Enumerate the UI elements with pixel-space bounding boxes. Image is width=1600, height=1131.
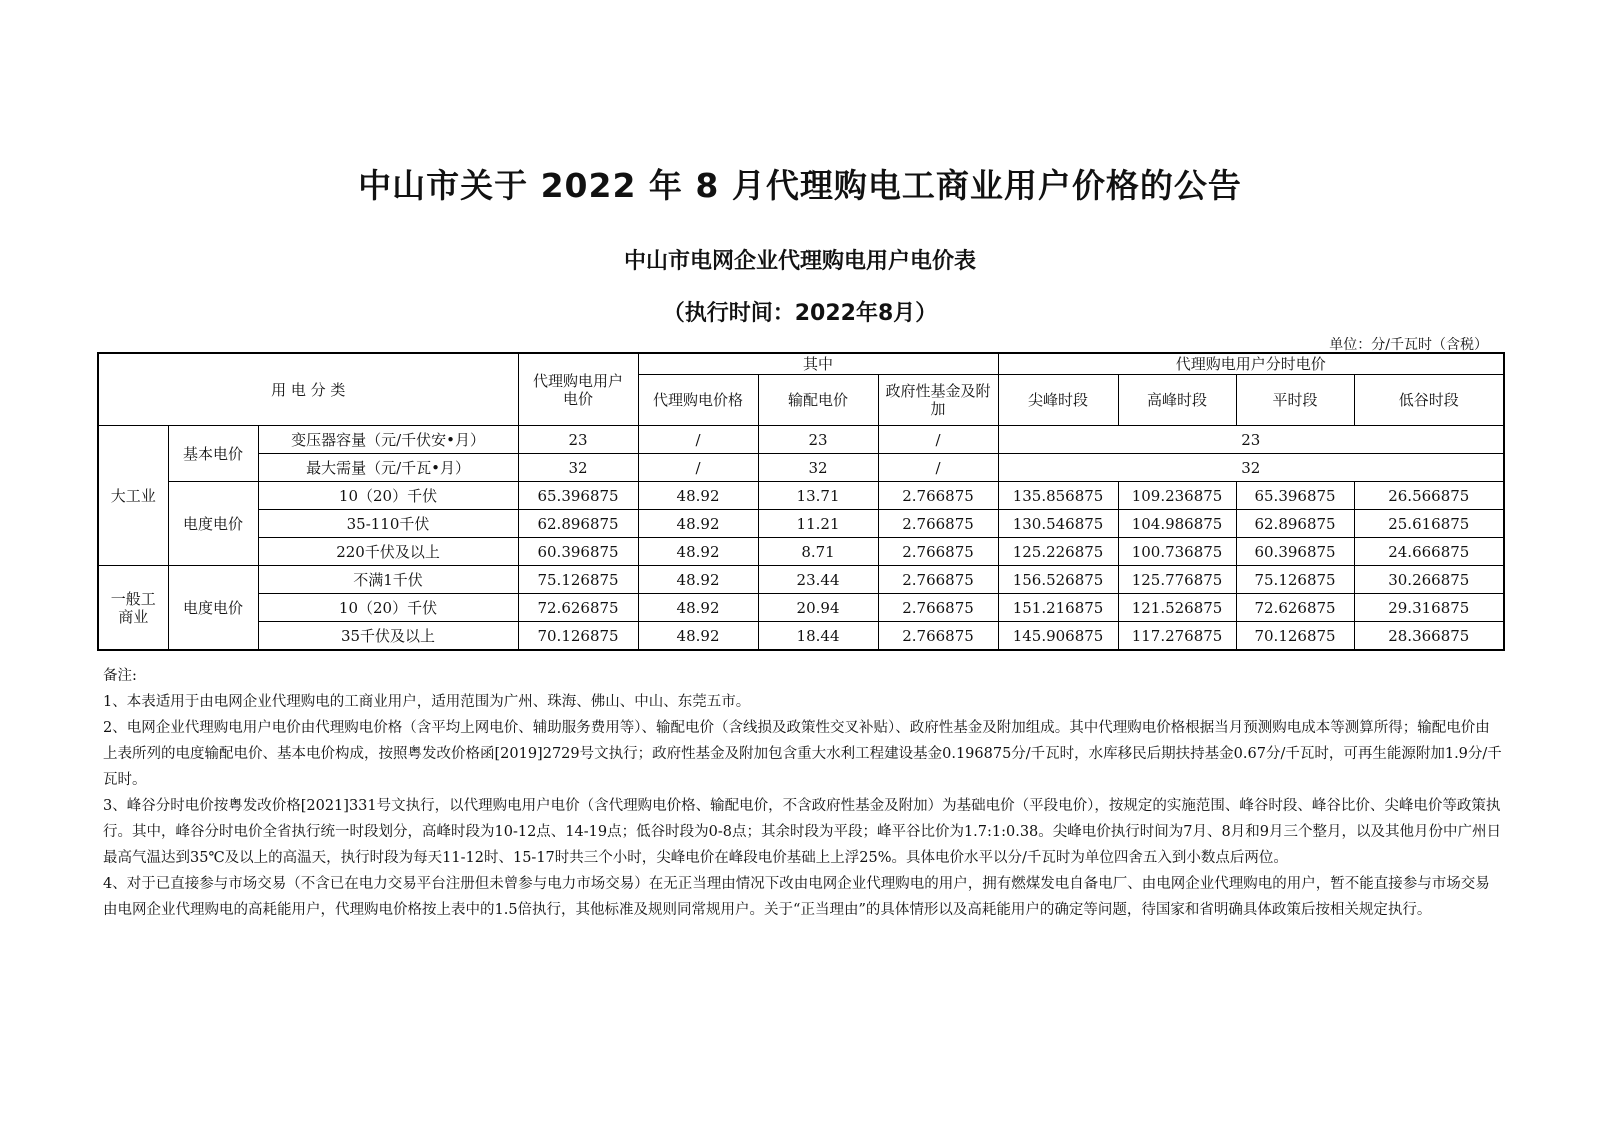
group-large-industry xyxy=(98,426,168,566)
cell-fund: / xyxy=(878,426,998,454)
cell-peak: 104.986875 xyxy=(1118,510,1236,538)
cell-total: 60.396875 xyxy=(518,538,638,566)
row-item: 35千伏及以上 xyxy=(258,622,518,651)
cell-sharp: 151.216875 xyxy=(998,594,1118,622)
cell-sharp: 125.226875 xyxy=(998,538,1118,566)
header-proxy-price: 代理购电价格 xyxy=(638,375,758,426)
header-valley: 低谷时段 xyxy=(1354,375,1504,426)
cell-transmission: 20.94 xyxy=(758,594,878,622)
cell-proxy: 48.92 xyxy=(638,482,758,510)
cell-peak: 100.736875 xyxy=(1118,538,1236,566)
cell-proxy: 48.92 xyxy=(638,594,758,622)
note-item-3: 3、峰谷分时电价按粤发改价格[2021]331号文执行，以代理购电用户电价（含代理购电价格、输配电价，不含政府性基金及附加）为基础电价（平段电价），按规定的实施范围、峰谷时段、峰谷比价、尖峰电价等政策执行。其中，峰谷分时电价全省执行统一时段划分，高峰时段为10-12点、14-19点；低谷时段为0-8点；其余时段为平段；峰平谷比价为1.7:1:0.38。尖峰电价执行时间为7月、8月和9月三个整月，以及其他月份中广州日最高气温达到35℃及以上的高温天，执行时段为每天11-12时、15-17时共三个小时，尖峰电价在峰段电价基础上上浮25%。具体电价水平以分/千瓦时为单位四舍五入到小数点后两位。 xyxy=(103,798,1501,866)
cell-peak: 109.236875 xyxy=(1118,482,1236,510)
cell-total: 75.126875 xyxy=(518,566,638,594)
cell-transmission: 8.71 xyxy=(758,538,878,566)
cell-flat: 70.126875 xyxy=(1236,622,1354,651)
cell-total: 32 xyxy=(518,454,638,482)
header-gov-fund: 政府性基金及附加 xyxy=(878,375,998,426)
header-tou-group: 代理购电用户分时电价 xyxy=(998,353,1504,375)
cell-fund: 2.766875 xyxy=(878,622,998,651)
cell-valley: 28.366875 xyxy=(1354,622,1504,651)
group-general xyxy=(98,566,168,651)
cell-valley: 25.616875 xyxy=(1354,510,1504,538)
cell-flat: 75.126875 xyxy=(1236,566,1354,594)
cell-transmission: 32 xyxy=(758,454,878,482)
cell-valley: 26.566875 xyxy=(1354,482,1504,510)
note-item-2: 2、电网企业代理购电用户电价由代理购电价格（含平均上网电价、辅助服务费用等）、输配电价（含线损及政策性交叉补贴）、政府性基金及附加组成。其中代理购电价格根据当月预测购电成本等测算所得；输配电价由上表所列的电度输配电价、基本电价构成，按照粤发改价格函[2019]2729号文执行；政府性基金及附加包含重大水利工程建设基金0.196875分/千瓦时，水库移民后期扶持基金0.67分/千瓦时，可再生能源附加1.9分/千瓦时。 xyxy=(103,720,1502,788)
table-row xyxy=(98,454,1504,482)
cell-transmission: 23.44 xyxy=(758,566,878,594)
cell-fund: 2.766875 xyxy=(878,566,998,594)
subgroup-energy-price-general-label: 电度电价 xyxy=(182,598,243,617)
cell-total: 62.896875 xyxy=(518,510,638,538)
table-row xyxy=(98,482,1504,510)
cell-flat: 60.396875 xyxy=(1236,538,1354,566)
cell-fund: 2.766875 xyxy=(878,482,998,510)
cell-flat: 62.896875 xyxy=(1236,510,1354,538)
cell-valley: 30.266875 xyxy=(1354,566,1504,594)
table-row xyxy=(98,538,1504,566)
table-row xyxy=(98,566,1504,594)
cell-proxy: 48.92 xyxy=(638,566,758,594)
cell-total: 72.626875 xyxy=(518,594,638,622)
unit-label: 单位：分/千瓦时（含税） xyxy=(1329,337,1488,353)
row-item: 最大需量（元/千瓦•月） xyxy=(258,454,518,482)
row-item: 不满1千伏 xyxy=(258,566,518,594)
cell-proxy: / xyxy=(638,426,758,454)
subgroup-basic-price-label: 基本电价 xyxy=(182,444,243,463)
cell-sharp: 135.856875 xyxy=(998,482,1118,510)
notes-section xyxy=(103,663,1503,923)
cell-fund: 2.766875 xyxy=(878,510,998,538)
subgroup-energy-price xyxy=(168,482,258,566)
cell-flat: 65.396875 xyxy=(1236,482,1354,510)
table-header-row xyxy=(98,353,1504,375)
header-flat: 平时段 xyxy=(1236,375,1354,426)
cell-valley: 29.316875 xyxy=(1354,594,1504,622)
cell-peak: 125.776875 xyxy=(1118,566,1236,594)
cell-proxy: / xyxy=(638,454,758,482)
cell-valley: 24.666875 xyxy=(1354,538,1504,566)
table-subtitle: 中山市电网企业代理购电用户电价表 xyxy=(623,249,976,274)
cell-peak: 121.526875 xyxy=(1118,594,1236,622)
header-peak: 高峰时段 xyxy=(1118,375,1236,426)
note-item-4: 4、对于已直接参与市场交易（不含已在电力交易平台注册但未曾参与电力市场交易）在无正当理由情况下改由电网企业代理购电的用户，拥有燃煤发电自备电厂、由电网企业代理购电的用户，暂不能直接参与市场交易由电网企业代理购电的高耗能用户，代理购电价格按上表中的1.5倍执行，其他标准及规则同常规用户。关于“正当理由”的具体情形以及高耗能用户的确定等问题，待国家和省明确具体政策后按相关规定执行。 xyxy=(103,876,1490,918)
row-item: 10（20）千伏 xyxy=(258,482,518,510)
header-category: 用 电 分 类 xyxy=(98,353,518,426)
cell-transmission: 11.21 xyxy=(758,510,878,538)
header-transmission: 输配电价 xyxy=(758,375,878,426)
table-row xyxy=(98,510,1504,538)
cell-fund: 2.766875 xyxy=(878,594,998,622)
cell-tou: 32 xyxy=(998,454,1504,482)
notes-label: 备注: xyxy=(103,668,137,684)
header-sharp-peak: 尖峰时段 xyxy=(998,375,1118,426)
cell-fund: 2.766875 xyxy=(878,538,998,566)
row-item: 220千伏及以上 xyxy=(258,538,518,566)
cell-tou: 23 xyxy=(998,426,1504,454)
table-row xyxy=(98,426,1504,454)
cell-sharp: 156.526875 xyxy=(998,566,1118,594)
subgroup-energy-price-general xyxy=(168,566,258,651)
header-total-price: 代理购电用户电价 xyxy=(518,353,638,426)
cell-sharp: 130.546875 xyxy=(998,510,1118,538)
price-table xyxy=(97,352,1505,651)
cell-transmission: 13.71 xyxy=(758,482,878,510)
subgroup-energy-price-label: 电度电价 xyxy=(182,514,243,533)
cell-proxy: 48.92 xyxy=(638,510,758,538)
note-item-1: 1、本表适用于由电网企业代理购电的工商业用户，适用范围为广州、珠海、佛山、中山、东莞五市。 xyxy=(103,694,751,710)
row-item: 变压器容量（元/千伏安•月） xyxy=(258,426,518,454)
execution-period: （执行时间：2022年8月） xyxy=(662,301,938,326)
cell-flat: 72.626875 xyxy=(1236,594,1354,622)
group-large-industry-label: 大工业 xyxy=(110,486,156,505)
cell-peak: 117.276875 xyxy=(1118,622,1236,651)
table-row xyxy=(98,622,1504,651)
cell-transmission: 18.44 xyxy=(758,622,878,651)
table-row xyxy=(98,594,1504,622)
cell-transmission: 23 xyxy=(758,426,878,454)
cell-total: 70.126875 xyxy=(518,622,638,651)
cell-proxy: 48.92 xyxy=(638,622,758,651)
group-general-label: 一般工商业 xyxy=(110,589,156,626)
cell-fund: / xyxy=(878,454,998,482)
page-title: 中山市关于 2022 年 8 月代理购电工商业用户价格的公告 xyxy=(358,166,1242,205)
row-item: 35-110千伏 xyxy=(258,510,518,538)
cell-sharp: 145.906875 xyxy=(998,622,1118,651)
header-among: 其中 xyxy=(638,353,998,375)
cell-proxy: 48.92 xyxy=(638,538,758,566)
subgroup-basic-price xyxy=(168,426,258,482)
cell-total: 65.396875 xyxy=(518,482,638,510)
cell-total: 23 xyxy=(518,426,638,454)
row-item: 10（20）千伏 xyxy=(258,594,518,622)
